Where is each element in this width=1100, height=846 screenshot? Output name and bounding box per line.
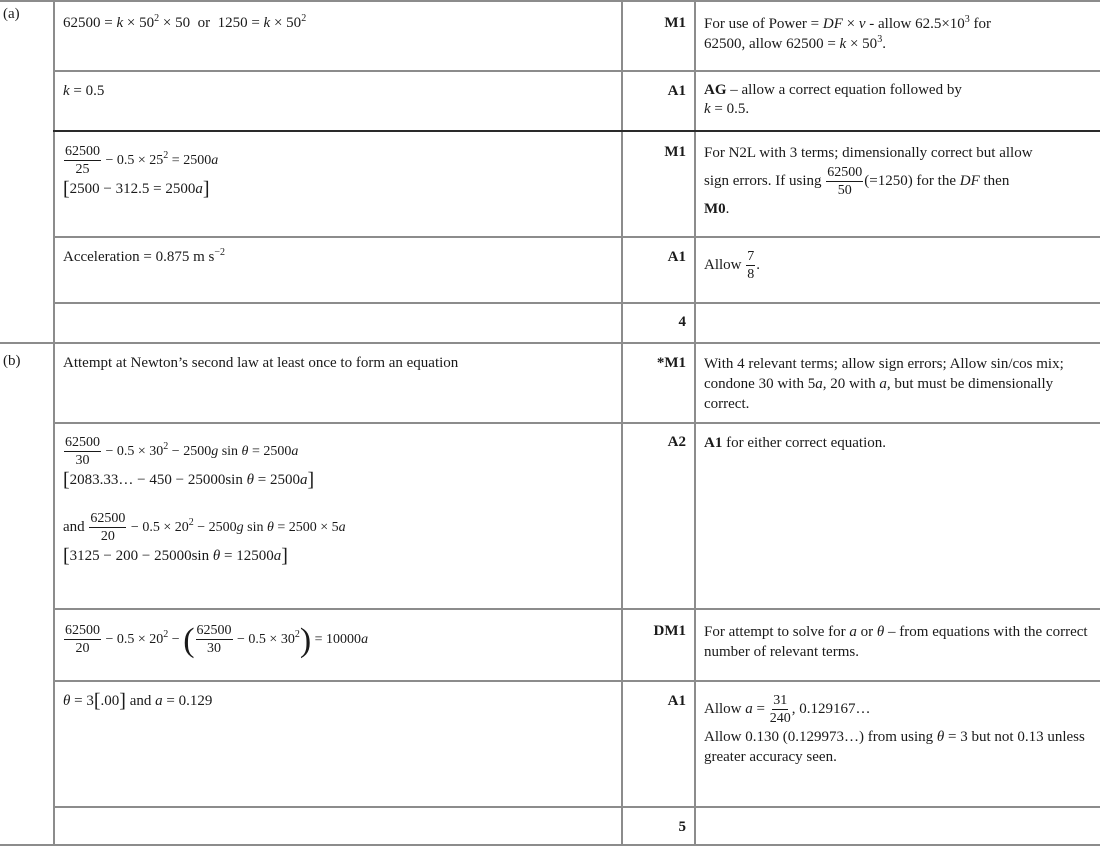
part-a-total: 4 bbox=[678, 314, 686, 330]
answer-cell: k = 0.5 bbox=[63, 83, 105, 99]
mark-code: *M1 bbox=[656, 355, 686, 371]
row-divider bbox=[53, 236, 1100, 238]
guidance-cell: A1 for either correct equation. bbox=[704, 435, 887, 451]
row-divider bbox=[0, 0, 1100, 2]
mark-code: A1 bbox=[667, 249, 686, 265]
guidance-cell: For N2L with 3 terms; dimensionally correct but allow sign errors. If using $\frac{62500}{50}$ (=1250) for the DF then M0. bbox=[704, 145, 1033, 217]
guidance-cell: Allow a = $\frac{31}{240}$ , 0.129167… Allow 0.130 (0.129973…) from using θ = 3 but not 0.13 unless greater accuracy seen. bbox=[704, 693, 1085, 765]
guidance-cell: Allow $\frac{7}{8}$ . bbox=[704, 249, 760, 282]
guidance-cell: For use of Power = DF × v - allow $62.5\times 10^3$ for 62500, allow $62500 = k \times 50^3$. bbox=[704, 14, 992, 52]
row-divider bbox=[53, 806, 1100, 808]
mark-code: A1 bbox=[667, 693, 686, 709]
mark-code: A1 bbox=[667, 83, 686, 99]
answer-cell: Attempt at Newton’s second law at least once to form an equation bbox=[63, 355, 459, 371]
answer-cell: θ = 3[.00] and a = 0.129 bbox=[63, 690, 213, 712]
mark-code: M1 bbox=[664, 144, 686, 160]
fraction: $\frac{62500}{30}$ bbox=[65, 435, 100, 468]
answer-cell: $\frac{62500}{25}$ − $0.5 \times 25^2 = 2500a$ [2500 − 312.5 = 2500a] bbox=[63, 144, 219, 200]
row-divider bbox=[53, 680, 1100, 682]
answer-cell: $\frac{62500}{20}$ − $0.5 \times 20^2$ − ( $\frac{62500}{30}$ − $0.5 \times 30^2) = 10000a$ bbox=[65, 621, 369, 659]
fraction: $\frac{7}{8}$ bbox=[747, 249, 755, 282]
row-divider bbox=[53, 608, 1100, 610]
row-divider bbox=[53, 70, 1100, 72]
fraction: $\frac{62500}{25}$ bbox=[65, 144, 100, 177]
guidance-cell: AG – allow a correct equation followed by k = 0.5. bbox=[704, 82, 962, 117]
fraction: $\frac{62500}{20}$ bbox=[90, 511, 126, 544]
part-b-total: 5 bbox=[678, 819, 686, 835]
mark-code: DM1 bbox=[653, 623, 686, 639]
part-label-a: (a) bbox=[3, 6, 20, 22]
fraction: $\frac{62500}{30}$ bbox=[196, 623, 232, 656]
fraction: $\frac{62500}{50}$ bbox=[827, 165, 863, 198]
mark-code: M1 bbox=[664, 15, 686, 31]
row-divider bbox=[53, 302, 1100, 304]
row-divider bbox=[53, 422, 1100, 424]
row-divider bbox=[53, 130, 1100, 132]
answer-cell: Acceleration = 0.875 m $s^{-2}$ bbox=[63, 247, 225, 265]
row-divider bbox=[0, 342, 1100, 344]
mark-code: A2 bbox=[667, 434, 686, 450]
answer-cell: $62500 = k \times 50^2 \times 50$ or $1250 = k \times 50^2$ bbox=[63, 13, 307, 31]
part-label-b: (b) bbox=[3, 353, 21, 369]
answer-cell: $\frac{62500}{30}$ − $0.5 \times 30^2 - 2500g$ sin θ = 2500a [2083.33… − 450 − 25000sin θ = 2500a] and $\frac{62500}{20}$ − $0.5 \times 20^2 - 2500g$ sin θ = 2500 × 5a [3125 − 200 − 25000sin θ = 12500a] bbox=[63, 435, 346, 567]
guidance-cell: For attempt to solve for a or θ – from equations with the correct number of relevant terms. bbox=[704, 624, 1088, 660]
fraction: $\frac{62500}{20}$ bbox=[65, 623, 100, 656]
fraction: $\frac{31}{240}$ bbox=[769, 693, 791, 726]
guidance-cell: With 4 relevant terms; allow sign errors; Allow sin/cos mix; condone 30 with 5a, 20 with a, but must be dimensionally correct. bbox=[704, 356, 1064, 412]
